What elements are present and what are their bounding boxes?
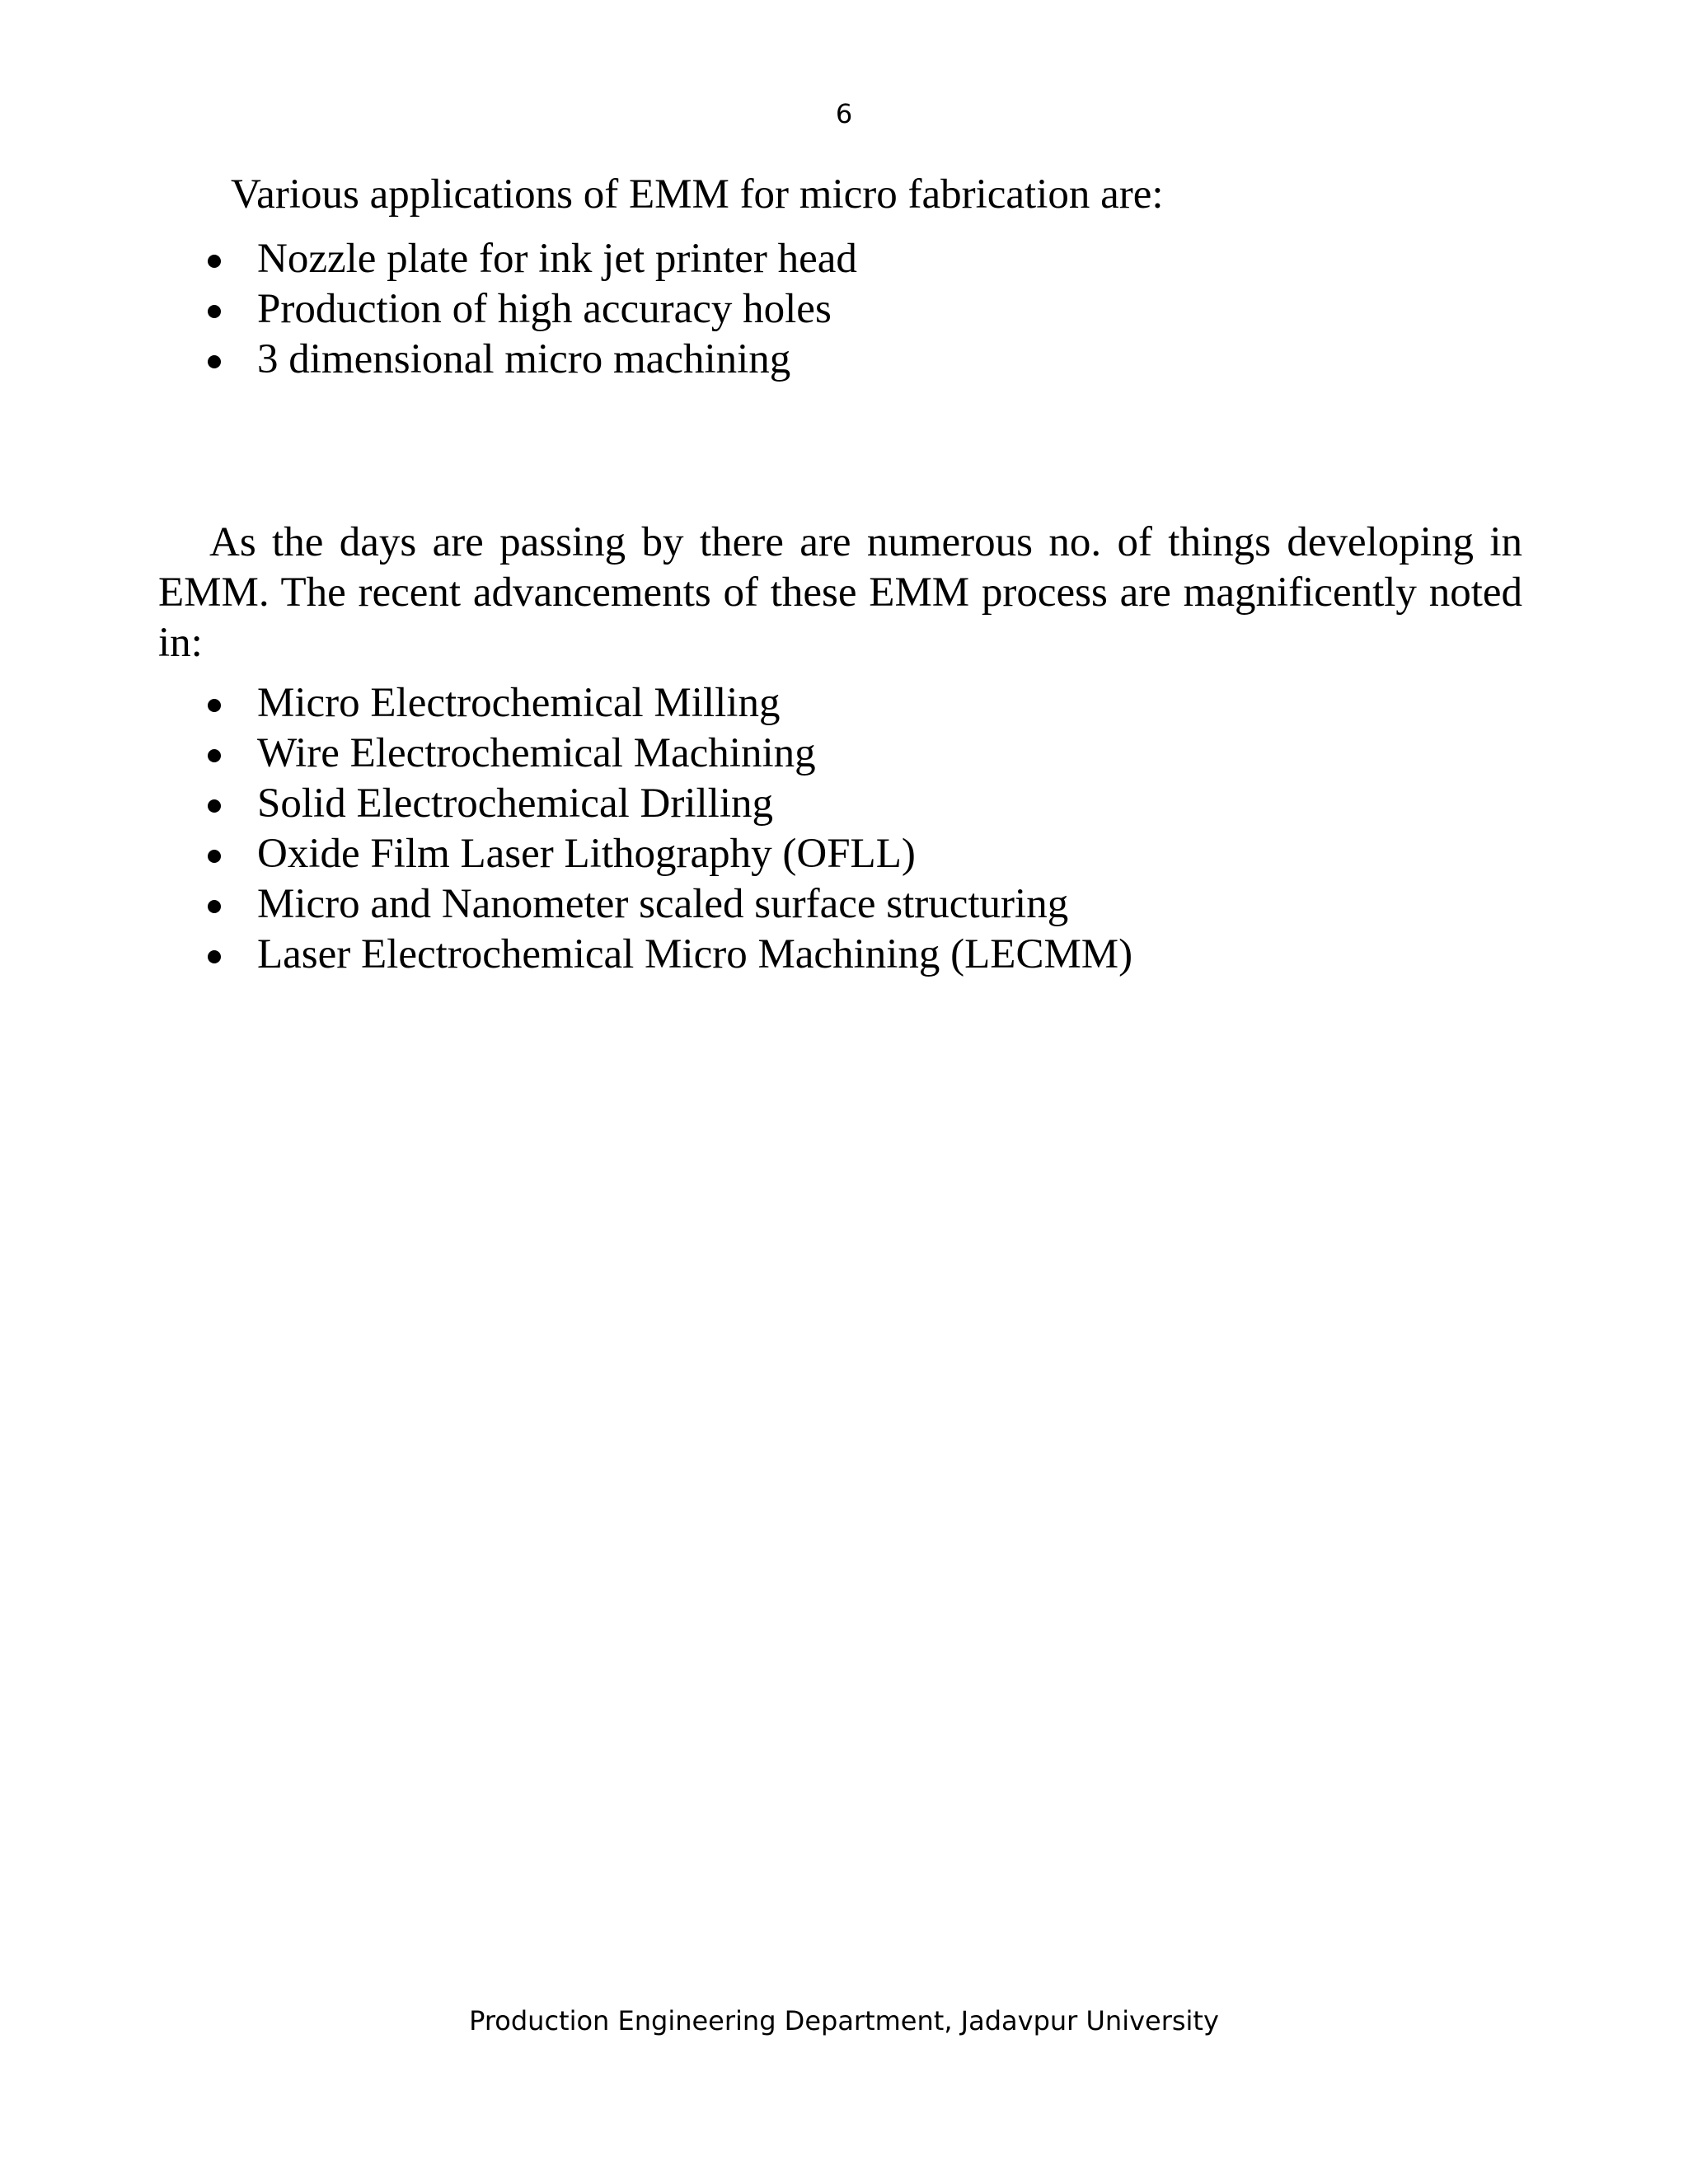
list-item: Micro and Nanometer scaled surface structuring bbox=[204, 879, 1132, 930]
advancements-list bbox=[204, 678, 1132, 980]
list-item: Solid Electrochemical Drilling bbox=[204, 779, 1132, 829]
list-item: Laser Electrochemical Micro Machining (LECMM) bbox=[204, 930, 1132, 980]
applications-intro: Various applications of EMM for micro fabrication are: bbox=[231, 171, 1164, 218]
applications-list bbox=[204, 234, 857, 385]
page-number: 6 bbox=[835, 98, 853, 129]
list-item: Oxide Film Laser Lithography (OFLL) bbox=[204, 829, 1132, 879]
page-footer: Production Engineering Department, Jadavpur University bbox=[469, 2005, 1219, 2036]
list-item: Micro Electrochemical Milling bbox=[204, 678, 1132, 729]
advancements-paragraph: As the days are passing by there are numerous no. of things developing in EMM. The recent advancements of these EMM process are magnificently noted in: bbox=[158, 519, 1522, 666]
list-item: Nozzle plate for ink jet printer head bbox=[204, 234, 857, 284]
list-item: Production of high accuracy holes bbox=[204, 284, 857, 335]
list-item: Wire Electrochemical Machining bbox=[204, 729, 1132, 779]
list-item: 3 dimensional micro machining bbox=[204, 335, 857, 385]
